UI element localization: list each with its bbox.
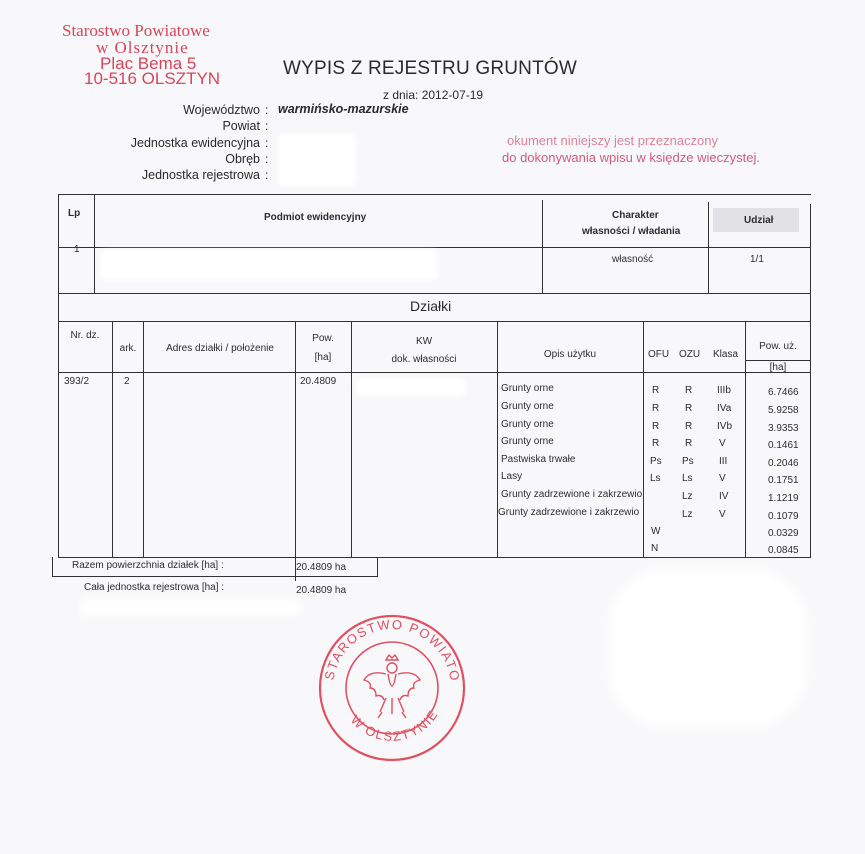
charakter-header-1: Charakter — [612, 210, 659, 221]
nr-header: Nr. dz. — [70, 330, 100, 341]
use-ozu: R — [685, 385, 693, 396]
powiat-label: Powiat — [222, 119, 260, 133]
use-ofu: W — [651, 526, 661, 537]
jednostka-ewidencyjna-label: Jednostka ewidencyjna — [130, 136, 260, 150]
wojewodztwo-label: Województwo — [183, 103, 260, 117]
pow-header-2: [ha] — [314, 352, 332, 363]
use-pow: 6.7466 — [768, 387, 799, 398]
use-ozu: Lz — [682, 509, 693, 520]
use-pow: 5.9258 — [768, 405, 799, 416]
udzial-header: Udział — [744, 215, 774, 226]
use-opis: Grunty orne — [501, 383, 554, 394]
notice-line-2: do dokonywania wpisu w księdze wieczystej. — [502, 150, 760, 165]
document-date-row — [383, 88, 483, 102]
seal-graphic — [316, 612, 468, 764]
powuz-header-1: Pow. uż. — [759, 341, 797, 352]
notice-line-1: okument niniejszy jest przeznaczony — [507, 133, 718, 148]
owner-udzial: 1/1 — [750, 254, 764, 265]
razem-value: 20.4809 ha — [296, 562, 347, 573]
kw-header-1: KW — [415, 336, 433, 347]
parcel-ark: 2 — [124, 376, 130, 387]
cala-label: Cała jednostka rejestrowa [ha] : — [84, 582, 225, 593]
date-prefix: z dnia: — [383, 88, 419, 102]
charakter-header-2: własności / władania — [582, 226, 681, 237]
colon: : — [265, 103, 269, 117]
colon: : — [265, 119, 269, 133]
colon: : — [265, 136, 269, 150]
use-opis: Grunty orne — [501, 419, 554, 430]
ark-header: ark. — [119, 343, 137, 354]
use-opis: Grunty zadrzewione i zakrzewio — [501, 489, 643, 500]
podmiot-header: Podmiot ewidencyjny — [264, 212, 367, 223]
owner-lp: 1 — [74, 244, 80, 255]
use-opis: Grunty orne — [501, 436, 554, 447]
use-pow: 0.0845 — [768, 545, 799, 556]
use-klasa: IVb — [717, 421, 733, 432]
use-klasa: V — [719, 473, 726, 484]
cala-value: 20.4809 ha — [296, 585, 347, 596]
owner-charakter: własność — [612, 254, 654, 265]
obreb-label: Obręb — [225, 152, 260, 166]
use-pow: 0.2046 — [768, 458, 799, 469]
seal-bottom-text: W OLSZTYNIE — [347, 706, 442, 744]
use-ofu: R — [652, 385, 660, 396]
redacted-meta — [278, 134, 356, 186]
use-klasa: IV — [719, 491, 729, 502]
lp-header: Lp — [68, 208, 81, 219]
use-ozu: R — [685, 421, 693, 432]
use-ozu: Lz — [682, 491, 693, 502]
use-ofu: R — [652, 403, 660, 414]
use-ozu: R — [685, 438, 693, 449]
use-pow: 0.1079 — [768, 511, 799, 522]
eagle-emblem-icon — [364, 655, 420, 718]
use-ozu: Ls — [682, 473, 693, 484]
use-ofu: Ls — [650, 473, 661, 484]
use-pow: 1.1219 — [768, 493, 799, 504]
use-opis: Grunty orne — [501, 401, 554, 412]
adres-header: Adres działki / położenie — [166, 343, 274, 354]
official-seal — [316, 612, 468, 764]
stamp-line-1: Starostwo Powiatowe — [62, 21, 210, 40]
jednostka-rejestrowa-label: Jednostka rejestrowa — [141, 168, 260, 182]
pow-header-1: Pow. — [312, 333, 334, 344]
use-ozu: Ps — [682, 456, 694, 467]
use-pow: 0.0329 — [768, 528, 799, 539]
redacted-kw — [356, 378, 466, 396]
redacted-signature — [608, 568, 808, 728]
stamp-line-2: w Olsztynie — [96, 38, 189, 57]
wojewodztwo-value: warmińsko-mazurskie — [278, 102, 409, 116]
ofu-header: OFU — [648, 349, 670, 360]
use-ozu: R — [685, 403, 693, 414]
razem-label: Razem powierzchnia działek [ha] : — [72, 560, 224, 571]
colon: : — [265, 152, 269, 166]
use-klasa: V — [719, 438, 726, 449]
redacted-area — [80, 598, 300, 616]
use-klasa: IVa — [717, 403, 732, 414]
stamp-line-3: Plac Bema 5 — [100, 54, 197, 73]
use-opis: Lasy — [501, 471, 523, 482]
seal-ring-text: STAROSTWO POWIATO — [321, 616, 463, 684]
stamp-line-4: 10-516 OLSZTYN — [84, 69, 221, 88]
use-klasa: IIIb — [717, 385, 731, 396]
redacted-owner — [100, 250, 438, 280]
colon: : — [265, 168, 269, 182]
use-ofu: R — [652, 438, 660, 449]
use-pow: 0.1751 — [768, 475, 799, 486]
use-klasa: III — [719, 456, 728, 467]
opis-header: Opis użytku — [543, 349, 597, 360]
powuz-header-2: [ha] — [769, 362, 787, 373]
use-ofu: R — [652, 421, 660, 432]
use-opis: Grunty zadrzewione i zakrzewio — [498, 507, 640, 518]
use-opis: Pastwiska trwałe — [501, 454, 576, 465]
parcel-nr: 393/2 — [64, 376, 90, 387]
use-pow: 3.9353 — [768, 423, 799, 434]
office-stamp — [62, 22, 252, 92]
dzialki-title: Działki — [410, 298, 452, 314]
use-klasa: V — [719, 509, 726, 520]
document-title: WYPIS Z REJESTRU GRUNTÓW — [283, 58, 578, 79]
use-pow: 0.1461 — [768, 440, 799, 451]
svg-text:W OLSZTYNIE — [348, 707, 441, 744]
use-ofu: Ps — [650, 456, 662, 467]
parcel-pow: 20.4809 — [300, 376, 337, 387]
document-date: 2012-07-19 — [421, 88, 484, 102]
use-ofu: N — [651, 543, 659, 554]
kw-header-2: dok. własności — [391, 354, 457, 365]
ozu-header: OZU — [679, 349, 701, 360]
klasa-header: Klasa — [713, 349, 739, 360]
